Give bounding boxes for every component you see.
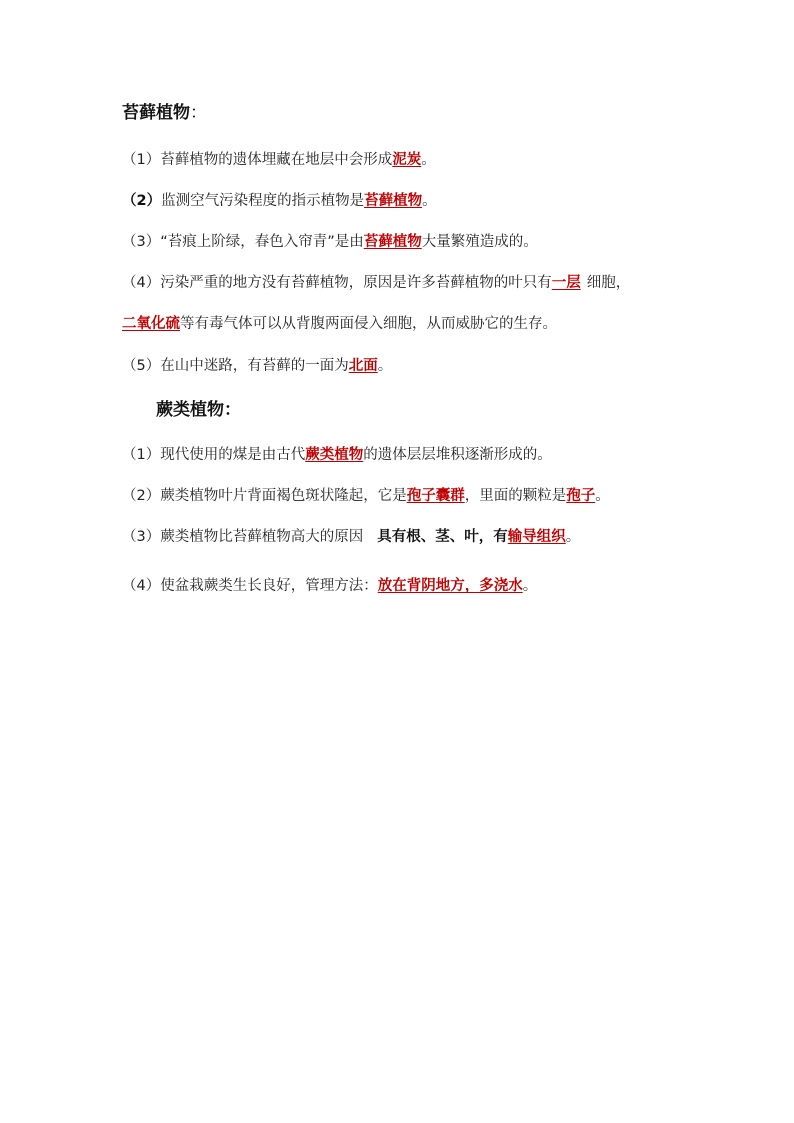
answer: 孢子囊群 bbox=[406, 488, 465, 504]
moss-item-3 bbox=[122, 232, 538, 252]
answer: 北面 bbox=[348, 358, 378, 374]
item-suffix: 。 bbox=[565, 529, 581, 545]
moss-item-4 bbox=[122, 273, 630, 293]
item-suffix: 大量繁殖造成的。 bbox=[421, 234, 538, 250]
item-suffix: 的遗体层层堆积逐渐形成的。 bbox=[363, 447, 552, 463]
item-suffix: 。 bbox=[421, 152, 436, 168]
moss-item-1 bbox=[122, 150, 436, 170]
moss-item-5 bbox=[122, 356, 392, 376]
answer: 放在背阴地方，多浇水 bbox=[377, 578, 523, 594]
fern-item-2 bbox=[122, 486, 610, 506]
answer: 泥炭 bbox=[392, 152, 422, 168]
item-text: （2）蕨类植物叶片背面褐色斑状隆起，它是 bbox=[122, 488, 407, 504]
fern-item-1 bbox=[122, 445, 552, 465]
fern-item-4 bbox=[122, 576, 537, 596]
moss-item-4-continued bbox=[122, 314, 557, 334]
item-text: 监测空气污染程度的指示植物是 bbox=[161, 193, 365, 209]
item-text: （3）蕨类植物比苔藓植物高大的原因 bbox=[122, 529, 364, 545]
bold-text: 具有根、茎、叶，有 bbox=[377, 529, 508, 545]
fern-item-3 bbox=[122, 527, 580, 547]
moss-heading bbox=[122, 103, 207, 123]
answer: 苔藓植物 bbox=[363, 234, 422, 250]
item-text: （3）“苔痕上阶绿，春色入帘青”是由 bbox=[122, 234, 364, 250]
item-suffix: 细胞， bbox=[586, 275, 631, 291]
item-suffix: 。 bbox=[595, 488, 610, 504]
item-text: （4）使盆栽蕨类生长良好，管理方法： bbox=[122, 578, 378, 594]
item-number: （2） bbox=[122, 193, 162, 209]
item-suffix: 等有毒气体可以从背腹两面侵入细胞，从而威胁它的生存。 bbox=[180, 316, 557, 332]
item-text-mid: ，里面的颗粒是 bbox=[464, 488, 567, 504]
answer: 蕨类植物 bbox=[305, 447, 364, 463]
moss-heading-text: 苔藓植物 bbox=[122, 103, 190, 123]
answer-2: 孢子 bbox=[566, 488, 596, 504]
item-text: （1）现代使用的煤是由古代 bbox=[122, 447, 306, 463]
item-text: （5）在山中迷路，有苔藓的一面为 bbox=[122, 358, 349, 374]
moss-item-2 bbox=[122, 191, 437, 211]
item-suffix: 。 bbox=[377, 358, 393, 374]
answer: 一层 bbox=[551, 275, 581, 291]
moss-heading-colon: ： bbox=[190, 103, 207, 123]
answer: 苔藓植物 bbox=[364, 193, 423, 209]
item-suffix: 。 bbox=[422, 193, 437, 209]
answer: 二氧化硫 bbox=[122, 316, 180, 332]
answer: 输导组织 bbox=[507, 529, 566, 545]
item-suffix: 。 bbox=[522, 578, 538, 594]
item-text: （4）污染严重的地方没有苔藓植物，原因是许多苔藓植物的叶只有 bbox=[122, 275, 552, 291]
fern-heading: 蕨类植物： bbox=[156, 400, 241, 420]
item-text: （1）苔藓植物的遗体埋藏在地层中会形成 bbox=[122, 152, 393, 168]
